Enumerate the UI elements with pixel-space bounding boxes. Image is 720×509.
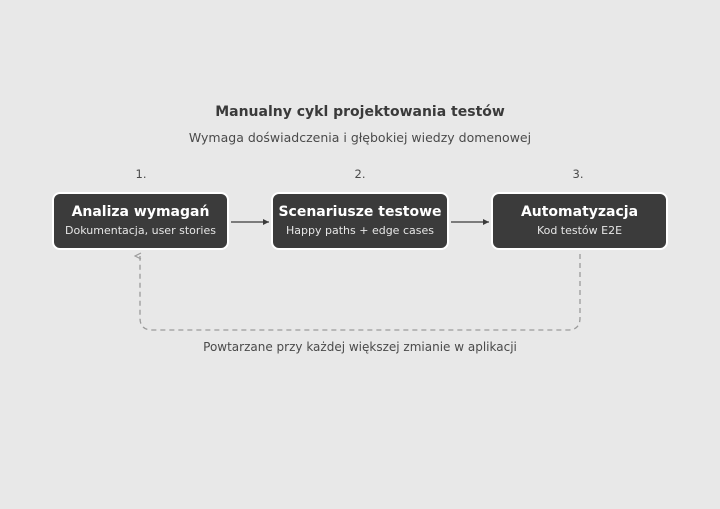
- step-box-title: Analiza wymagań: [71, 204, 210, 220]
- step-number-3: 3.: [572, 167, 584, 181]
- step-number-2: 2.: [354, 167, 366, 181]
- step-number-1: 1.: [135, 167, 147, 181]
- step-box-title: Scenariusze testowe: [278, 204, 442, 220]
- step-box-subtitle: Happy paths + edge cases: [286, 224, 434, 237]
- diagram-title: Manualny cykl projektowania testów: [215, 104, 505, 120]
- feedback-loop-label: Powtarzane przy każdej większej zmianie w aplikacji: [203, 340, 517, 354]
- diagram-subtitle: Wymaga doświadczenia i głębokiej wiedzy domenowej: [188, 130, 532, 145]
- step-box-title: Automatyzacja: [520, 204, 639, 220]
- step-box-subtitle: Dokumentacja, user stories: [65, 224, 216, 237]
- feedback-loop-arrow: [140, 254, 580, 330]
- step-box-subtitle: Kod testów E2E: [536, 224, 623, 237]
